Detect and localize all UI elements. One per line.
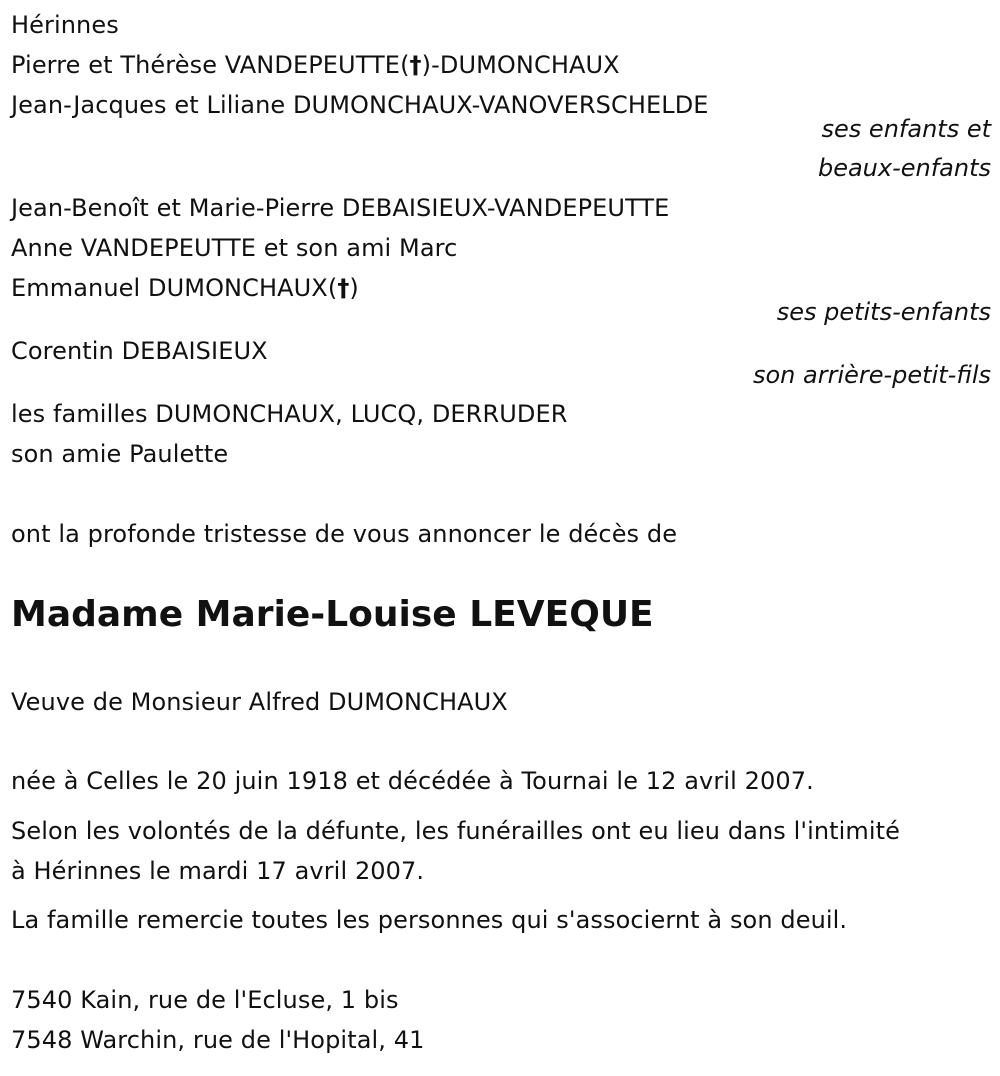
grandchild-3-name-suffix: ) [349,274,359,302]
grandchild-2-name: Anne VANDEPEUTTE et son ami Marc [11,234,458,262]
widow-of-line: Veuve de Monsieur Alfred DUMONCHAUX [11,688,508,716]
great-grandchild-role: son arrière-petit-fils [752,361,991,389]
address-line-1: 7540 Kain, rue de l'Ecluse, 1 bis [11,986,399,1014]
child-line-2 [11,90,709,120]
announcement-line: ont la profonde tristesse de vous annoncer le décès de [11,520,678,548]
deceased-name: Madame Marie-Louise LEVEQUE [11,594,654,635]
address-line-2: 7548 Warchin, rue de l'Hopital, 41 [11,1026,425,1054]
children-role-line-1: ses enfants et [821,115,991,143]
grandchild-line-2 [11,233,457,263]
great-grandchild-line: Corentin DEBAISIEUX [11,337,268,365]
deceased-cross-mark: † [337,274,350,302]
child-2-name: Jean-Jacques et Liliane DUMONCHAUX-VANOVERSCHELDE [11,91,709,119]
grandchild-line-3 [11,273,359,303]
thanks-line: La famille remercie toutes les personnes qui s'associernt à son deuil. [11,906,848,934]
place-line: Hérinnes [11,11,119,39]
grandchild-3-name: Emmanuel DUMONCHAUX( [11,274,338,302]
grandchild-1-name: Jean-Benoît et Marie-Pierre DEBAISIEUX-VANDEPEUTTE [11,194,670,222]
funeral-line-1: Selon les volontés de la défunte, les funérailles ont eu lieu dans l'intimité [11,817,901,845]
families-line: les familles DUMONCHAUX, LUCQ, DERRUDER [11,400,568,428]
children-role-line-2: beaux-enfants [817,154,991,182]
friend-line: son amie Paulette [11,440,229,468]
funeral-line-2: à Hérinnes le mardi 17 avril 2007. [11,857,425,885]
child-1-name: Pierre et Thérèse VANDEPEUTTE( [11,51,410,79]
child-line-1 [11,50,620,80]
grandchildren-role: ses petits-enfants [776,298,991,326]
birth-death-line: née à Celles le 20 juin 1918 et décédée à Tournai le 12 avril 2007. [11,767,814,795]
child-1-name-suffix: )-DUMONCHAUX [421,51,620,79]
deceased-cross-mark: † [409,51,422,79]
grandchild-line-1 [11,193,669,223]
